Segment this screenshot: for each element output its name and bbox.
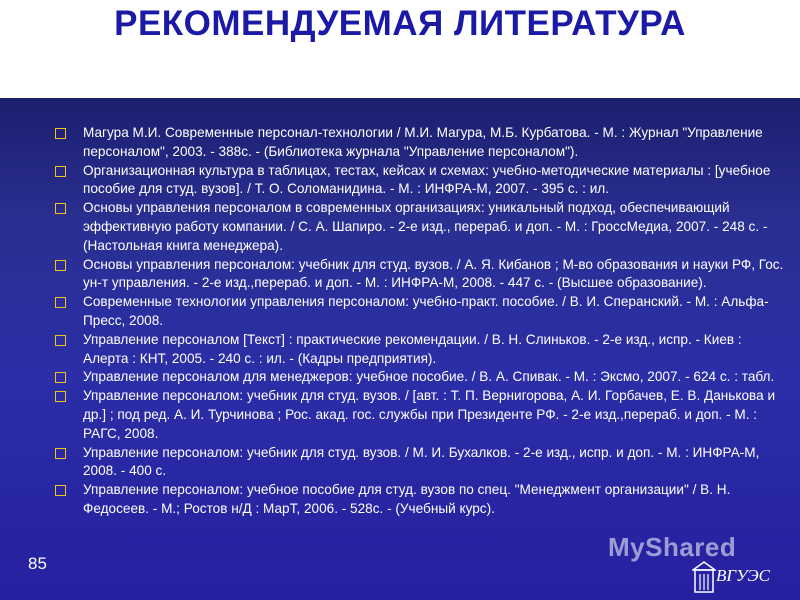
reference-item [55,293,785,331]
reference-text: Управление персоналом [Текст] : практические рекомендации. / В. Н. Слиньков. - 2-е изд., испр. - Киев : Алерта : КНТ, 2005. - 240 с. : ил. - (Кадры предприятия). [83,331,742,366]
building-icon [692,560,716,594]
slide-header [0,0,800,98]
square-bullet-icon [55,128,66,139]
reference-list [55,124,785,519]
watermark: MyShared [608,532,737,562]
square-bullet-icon [55,297,66,308]
reference-item [55,199,785,255]
reference-item [55,387,785,443]
reference-item [55,256,785,294]
square-bullet-icon [55,391,66,402]
square-bullet-icon [55,372,66,383]
reference-item [55,444,785,482]
reference-text: Управление персоналом: учебное пособие для студ. вузов по спец. "Менеджмент организации" / В. Н. Федосеев. - М.; Ростов н/Д : МарТ, 2006. - 528с. - (Учебный курс). [83,482,731,516]
reference-text: Основы управления персоналом в современных организациях: уникальный подход, обеспечивающий эффективную работу компании. / С. А. Шапиро. - 2-е изд., перераб. и доп. - М. : ГроссМедиа, 2007. - 248 с. - (Настольная книга менеджера). [83,200,768,253]
reference-text: Управление персоналом: учебник для студ. вузов. / М. И. Бухалков. - 2-е изд., испр. и доп. - М. : ИНФРА-М, 2008. - 400 с. [83,444,760,479]
square-bullet-icon [55,166,66,177]
square-bullet-icon [55,335,66,346]
square-bullet-icon [55,448,66,459]
reference-item [55,331,785,369]
square-bullet-icon [55,260,66,271]
reference-text: Основы управления персоналом: учебник для студ. вузов. / А. Я. Кибанов ; М-во образования и науки РФ, Гос. ун-т управления. - 2-е изд.,перераб. и доп. - М. : ИНФРА-М, 2008. - 447 с. - (Высшее образование). [83,256,784,291]
reference-item [55,124,785,162]
page-number: 85 [28,554,47,573]
reference-item [55,162,785,200]
reference-item [55,481,785,519]
university-logo [690,558,790,596]
reference-text: Магура М.И. Современные персонал-технологии / М.И. Магура, М.Б. Курбатова. - М. : Журнал "Управление персоналом", 2003. - 388с. - (Библиотека журнала "Управление персоналом"). [83,125,763,159]
reference-item [55,368,785,387]
logo-text: ВГУЭС [716,566,770,585]
reference-text: Управление персоналом: учебник для студ. вузов. / [авт. : Т. П. Вернигорова, А. И. Горбачев, Е. В. Данькова и др.] ; под ред. А. И. Турчинова ; Рос. акад. гос. службы при Президенте РФ. - 2-е изд.,перераб. и доп. - М. : РАГС, 2008. [83,388,776,441]
slide-title: РЕКОМЕНДУЕМАЯ ЛИТЕРАТУРА [114,4,686,43]
reference-text: Управление персоналом для менеджеров: учебное пособие. / В. А. Спивак. - М. : Эксмо, 2007. - 624 с. : табл. [83,369,775,385]
reference-text: Современные технологии управления персоналом: учебно-практ. пособие. / В. И. Сперанский. - М. : Альфа-Пресс, 2008. [83,294,769,328]
reference-text: Организационная культура в таблицах, тестах, кейсах и схемах: учебно-методические материалы : [учебное пособие для студ. вузов]. / Т. О. Соломанидина. - М. : ИНФРА-М, 2007. - 395 с. : ил. [83,162,771,197]
square-bullet-icon [55,485,66,496]
square-bullet-icon [55,203,66,214]
